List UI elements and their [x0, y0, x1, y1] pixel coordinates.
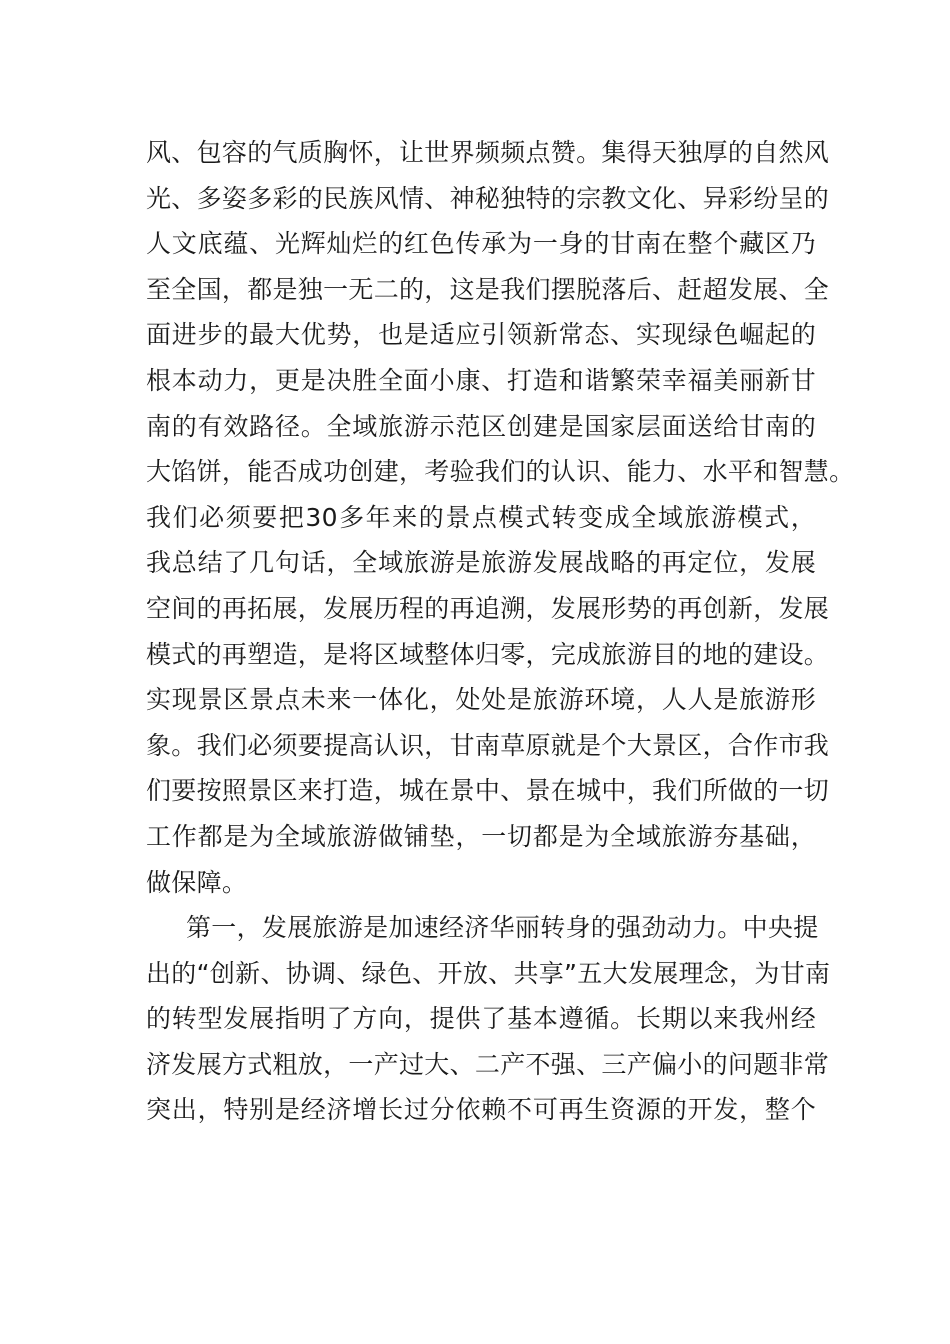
text-line: 南的有效路径。全域旅游示范区创建是国家层面送给甘南的	[146, 411, 816, 441]
text-line: 做保障。	[146, 867, 248, 897]
text-line: 至全国，都是独一无二的，这是我们摆脱落后、赶超发展、全	[146, 274, 830, 304]
text-line: 出的“创新、协调、绿色、开放、共享”五大发展理念，为甘南	[146, 958, 831, 988]
text-line: 工作都是为全域旅游做铺垫，一切都是为全域旅游夯基础，	[146, 821, 816, 851]
text-line: 人文底蕴、光辉灿烂的红色传承为一身的甘南在整个藏区乃	[146, 229, 816, 259]
text-line: 空间的再拓展，发展历程的再追溯，发展形势的再创新，发展	[146, 593, 830, 623]
text-line: 实现景区景点未来一体化，处处是旅游环境，人人是旅游形	[146, 685, 816, 715]
text-line: 我们必须要把30多年来的景点模式转变成全域旅游模式，	[146, 502, 816, 532]
text-line: 我总结了几句话，全域旅游是旅游发展战略的再定位，发展	[146, 548, 816, 578]
body-text	[146, 130, 855, 1133]
text-line: 象。我们必须要提高认识，甘南草原就是个大景区，合作市我	[146, 730, 830, 760]
text-line: 根本动力，更是决胜全面小康、打造和谐繁荣幸福美丽新甘	[146, 365, 816, 395]
text-line: 济发展方式粗放，一产过大、二产不强、三产偏小的问题非常	[146, 1049, 830, 1079]
text-line: 面进步的最大优势，也是适应引领新常态、实现绿色崛起的	[146, 320, 816, 350]
text-line: 突出，特别是经济增长过分依赖不可再生资源的开发，整个	[146, 1095, 816, 1125]
text-line: 光、多姿多彩的民族风情、神秘独特的宗教文化、异彩纷呈的	[146, 183, 830, 213]
paragraph-first-line: 第一，发展旅游是加速经济华丽转身的强劲动力。中央提	[186, 913, 819, 943]
text-line: 风、包容的气质胸怀，让世界频频点赞。集得天独厚的自然风	[146, 138, 830, 167]
text-line: 模式的再塑造，是将区域整体归零，完成旅游目的地的建设。	[146, 639, 830, 669]
text-line: 的转型发展指明了方向，提供了基本遵循。长期以来我州经	[146, 1004, 816, 1034]
text-line: 们要按照景区来打造，城在景中、景在城中，我们所做的一切	[146, 776, 830, 806]
text-line: 大馅饼，能否成功创建，考验我们的认识、能力、水平和智慧。	[146, 457, 855, 487]
